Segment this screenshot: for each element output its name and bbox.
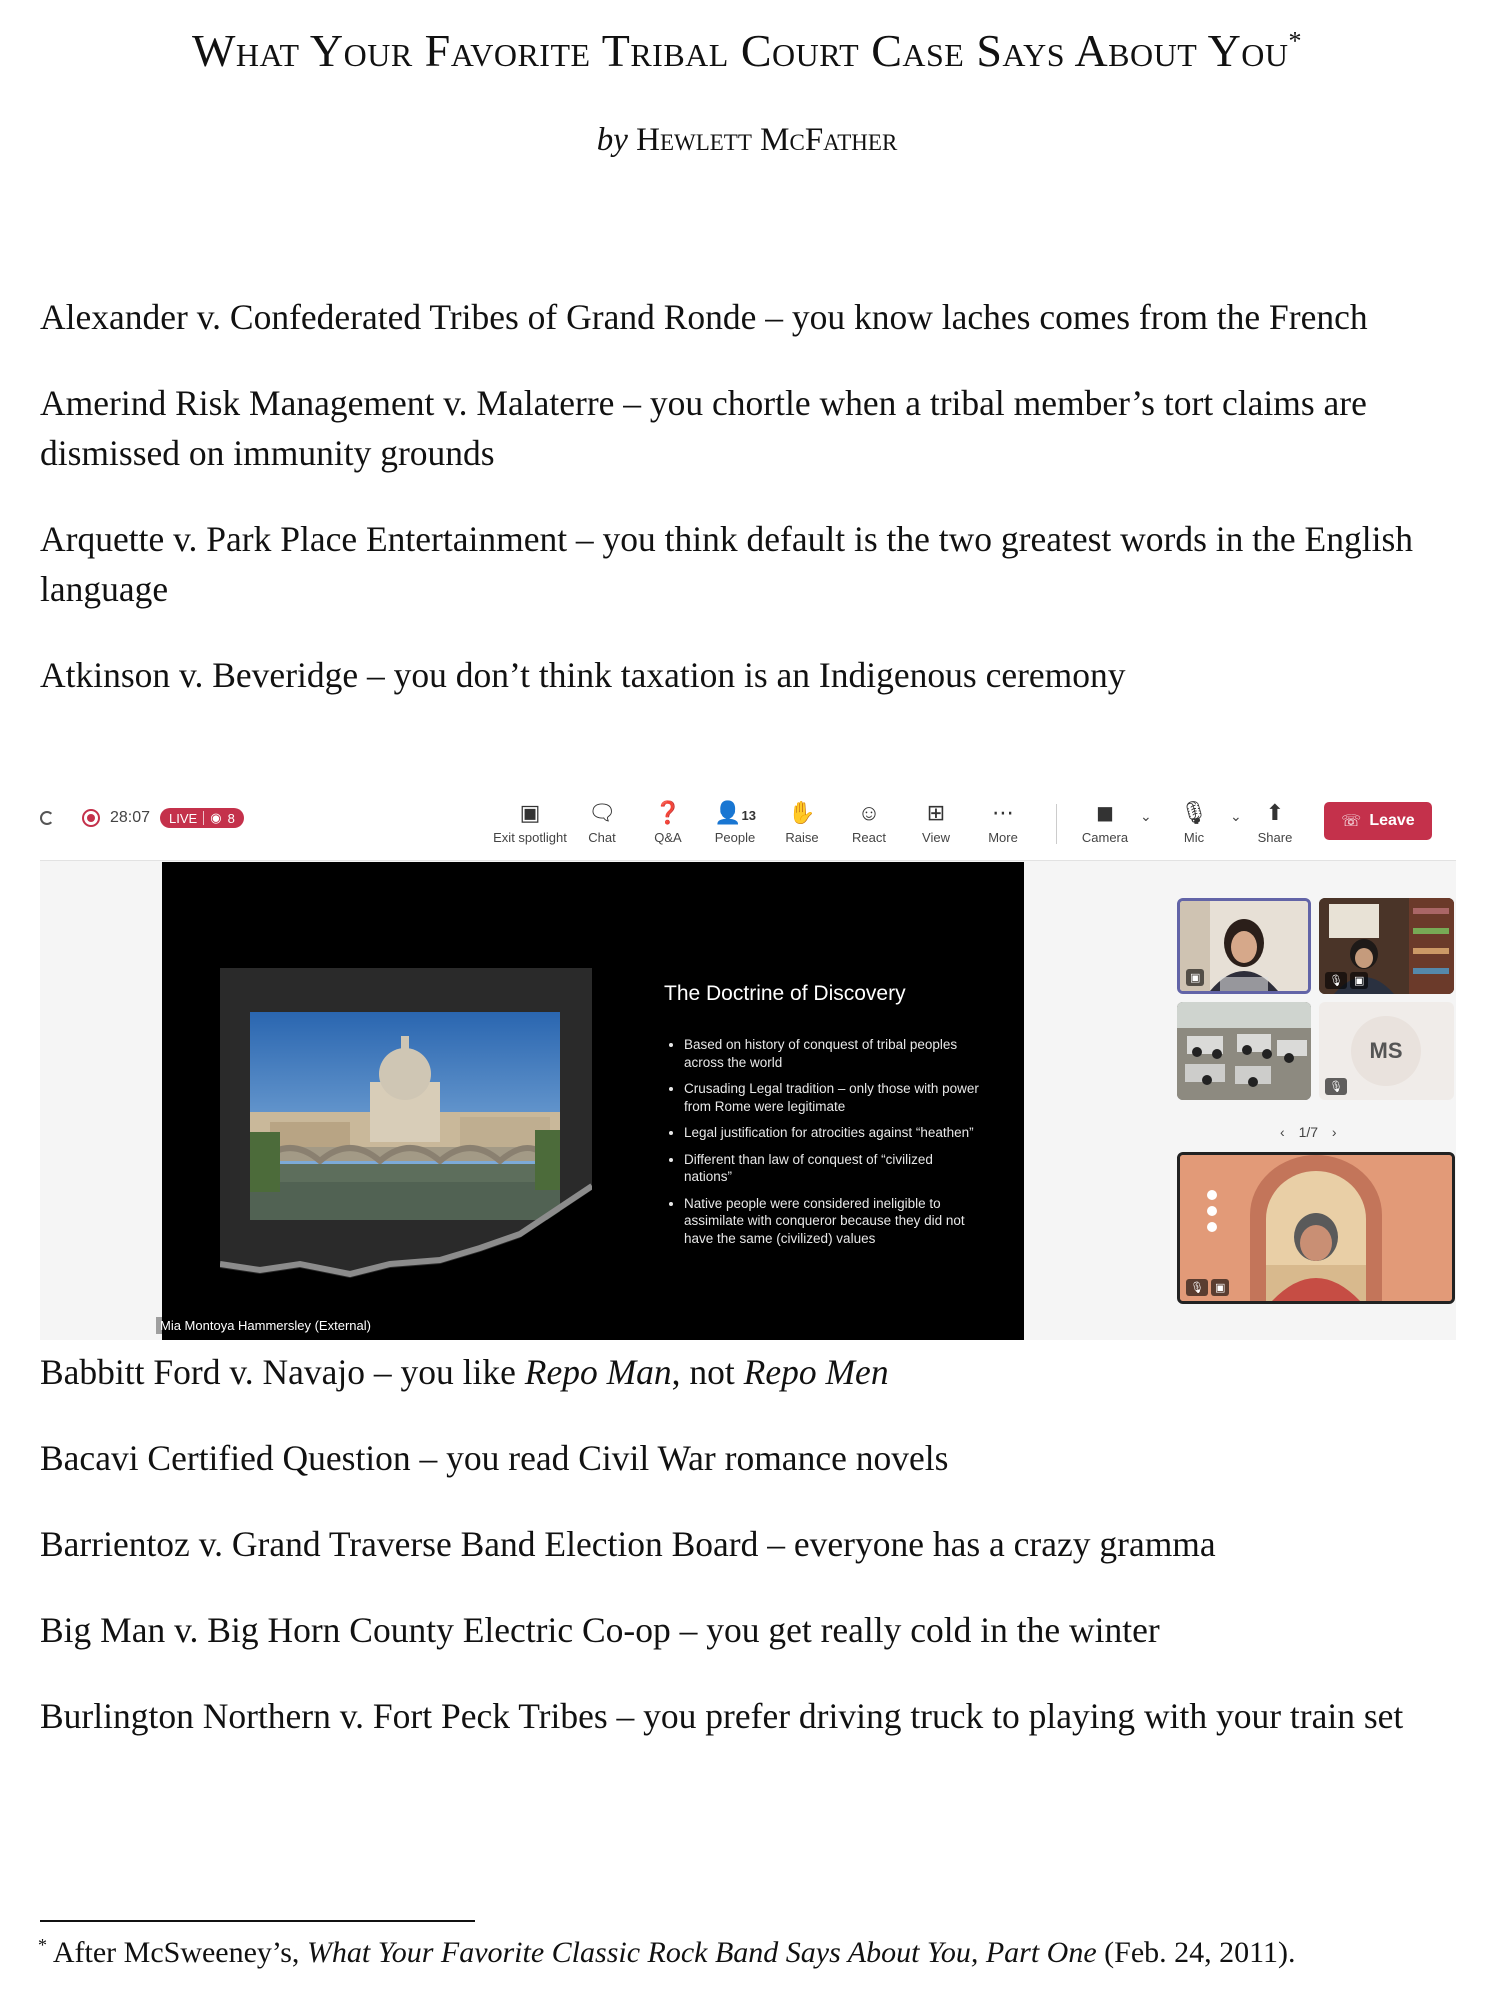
mic-off-icon: 🎙 bbox=[1186, 1279, 1208, 1296]
chevron-right-icon[interactable]: › bbox=[1331, 1124, 1337, 1140]
people-count: 13 bbox=[741, 808, 756, 823]
self-view-tile[interactable] bbox=[1177, 1152, 1455, 1304]
shared-slide bbox=[162, 862, 1024, 1340]
title-text: What Your Favorite Tribal Court Case Says About You bbox=[191, 25, 1289, 76]
loading-icon bbox=[40, 811, 54, 825]
byline bbox=[0, 122, 1494, 159]
chat-label: Chat bbox=[588, 830, 616, 845]
slide-title: The Doctrine of Discovery bbox=[664, 982, 906, 1005]
participant-tile[interactable] bbox=[1177, 1002, 1311, 1100]
camera-label: Camera bbox=[1081, 830, 1129, 845]
slide-bullet: • Native people were considered ineligible to assimilate with conqueror because they did not have the same (civilized) values bbox=[684, 1195, 984, 1248]
screen-share-icon: ▣ bbox=[1186, 969, 1204, 986]
meeting-status bbox=[40, 808, 244, 828]
case-entry: Big Man v. Big Horn County Electric Co-op – you get really cold in the winter bbox=[40, 1610, 1160, 1650]
title-footnote-marker: * bbox=[1288, 26, 1303, 56]
byline-by: by bbox=[596, 122, 628, 158]
tile-status-icons bbox=[1325, 972, 1368, 989]
mic-options-chevron-icon[interactable]: ⌄ bbox=[1230, 808, 1242, 824]
tile-status-icons bbox=[1325, 1078, 1347, 1095]
people-button[interactable] bbox=[700, 796, 770, 845]
slide-bullet: • Different than law of conquest of “civilized nations” bbox=[684, 1151, 984, 1186]
tile-status-icons bbox=[1186, 1279, 1229, 1296]
leave-label: Leave bbox=[1369, 812, 1415, 829]
phone-hangup-icon: ☏ bbox=[1341, 813, 1362, 830]
entry-text: , not bbox=[671, 1352, 744, 1392]
footnote-date: (Feb. 24, 2011). bbox=[1096, 1936, 1296, 1969]
react-button[interactable] bbox=[834, 796, 904, 845]
qa-button[interactable] bbox=[633, 796, 703, 845]
footnote bbox=[38, 1935, 1296, 1970]
entry-text: Babbitt Ford v. Navajo – you like bbox=[40, 1352, 525, 1392]
ellipsis-icon: ⋯ bbox=[992, 800, 1014, 825]
view-button[interactable] bbox=[901, 796, 971, 845]
share-label: Share bbox=[1257, 830, 1293, 845]
torn-edge-decoration bbox=[220, 968, 592, 1290]
exit-spotlight-button[interactable] bbox=[488, 796, 572, 845]
participant-tile[interactable] bbox=[1319, 898, 1454, 994]
case-entry: Atkinson v. Beveridge – you don’t think taxation is an Indigenous ceremony bbox=[40, 655, 1126, 695]
avatar: MS bbox=[1351, 1016, 1421, 1086]
screen-share-icon: ▣ bbox=[1211, 1279, 1229, 1296]
tile-pager bbox=[1280, 1124, 1337, 1140]
more-label: More bbox=[988, 830, 1018, 845]
share-button[interactable] bbox=[1240, 796, 1310, 845]
tile-status-icons bbox=[1186, 969, 1204, 986]
participant-tile[interactable] bbox=[1319, 1002, 1454, 1100]
camera-icon: ◼ bbox=[1095, 800, 1115, 825]
chat-button[interactable] bbox=[567, 796, 637, 845]
grid-icon: ⊞ bbox=[926, 800, 946, 825]
film-title: Repo Man bbox=[524, 1352, 672, 1392]
case-entry: Bacavi Certified Question – you read Civil War romance novels bbox=[40, 1438, 949, 1478]
mic-button[interactable] bbox=[1159, 796, 1229, 845]
participant-tile[interactable] bbox=[1177, 898, 1311, 994]
chat-icon: 🗨 bbox=[588, 800, 616, 825]
footnote-marker: * bbox=[38, 1935, 47, 1955]
smiley-icon: ☺ bbox=[857, 800, 881, 825]
mic-off-icon: 🎙 bbox=[1180, 800, 1208, 825]
case-list-bottom bbox=[40, 1347, 1460, 1777]
case-entry bbox=[40, 1347, 1460, 1397]
meeting-screenshot bbox=[40, 790, 1456, 1340]
live-label: LIVE bbox=[169, 810, 198, 826]
slide-bullets bbox=[666, 1036, 984, 1256]
people-icon: 👤13 bbox=[714, 800, 756, 825]
case-entry: Amerind Risk Management v. Malaterre – you chortle when a tribal member’s tort claims are dismissed on immunity grounds bbox=[40, 383, 1367, 473]
presenter-name: Mia Montoya Hammersley (External) bbox=[156, 1317, 375, 1334]
article-title bbox=[0, 24, 1494, 77]
chevron-left-icon[interactable]: ‹ bbox=[1280, 1124, 1285, 1140]
case-entry: Arquette v. Park Place Entertainment – you think default is the two greatest words in the English language bbox=[40, 519, 1414, 609]
viewer-count: 8 bbox=[227, 810, 235, 826]
leave-button[interactable] bbox=[1324, 802, 1432, 840]
footnote-rule bbox=[40, 1920, 475, 1922]
case-list-top bbox=[40, 292, 1460, 736]
slide-bullet: • Crusading Legal tradition – only those with power from Rome were legitimate bbox=[684, 1080, 984, 1115]
slide-bullet: • Legal justification for atrocities against “heathen” bbox=[684, 1124, 984, 1142]
live-badge[interactable] bbox=[160, 808, 244, 828]
people-label: People bbox=[714, 830, 756, 845]
meeting-timer: 28:07 bbox=[110, 809, 151, 826]
page-indicator: 1/7 bbox=[1298, 1124, 1319, 1140]
film-title: Repo Men bbox=[743, 1352, 889, 1392]
case-entry: Alexander v. Confederated Tribes of Grand Ronde – you know laches comes from the French bbox=[40, 297, 1368, 337]
qa-label: Q&A bbox=[654, 830, 682, 845]
mic-label: Mic bbox=[1183, 830, 1205, 845]
meeting-stage bbox=[40, 862, 1456, 1340]
recording-icon bbox=[82, 809, 100, 827]
screen-share-icon: ▣ bbox=[1350, 972, 1368, 989]
camera-button[interactable] bbox=[1070, 796, 1140, 845]
raise-hand-button[interactable] bbox=[767, 796, 837, 845]
slide-image-frame bbox=[220, 968, 592, 1290]
camera-options-chevron-icon[interactable]: ⌄ bbox=[1140, 808, 1152, 824]
share-icon: ⬆ bbox=[1265, 800, 1285, 825]
footnote-title: What Your Favorite Classic Rock Band Says About You, Part One bbox=[306, 1936, 1097, 1969]
eye-icon: ◉ bbox=[210, 810, 222, 825]
hand-icon: ✋ bbox=[788, 800, 816, 825]
react-label: React bbox=[852, 830, 886, 845]
slide-bullet: • Based on history of conquest of tribal peoples across the world bbox=[684, 1036, 984, 1071]
mic-off-icon: 🎙 bbox=[1325, 1078, 1347, 1095]
spotlight-off-icon: ▣ bbox=[519, 800, 541, 825]
footnote-text: After McSweeney’s, bbox=[47, 1936, 307, 1969]
view-label: View bbox=[922, 830, 950, 845]
mic-off-icon: 🎙 bbox=[1325, 972, 1347, 989]
qa-icon: ❓ bbox=[654, 800, 682, 825]
raise-label: Raise bbox=[785, 830, 819, 845]
toolbar-divider bbox=[1056, 804, 1057, 844]
case-entry: Barrientoz v. Grand Traverse Band Election Board – everyone has a crazy gramma bbox=[40, 1524, 1216, 1564]
case-entry: Burlington Northern v. Fort Peck Tribes – you prefer driving truck to playing with your train set bbox=[40, 1696, 1404, 1736]
meeting-toolbar bbox=[40, 790, 1456, 861]
exit-spotlight-label: Exit spotlight bbox=[493, 830, 567, 845]
participant-video bbox=[1177, 1002, 1311, 1100]
byline-author: Hewlett McFather bbox=[636, 122, 898, 158]
more-button[interactable] bbox=[968, 796, 1038, 845]
badge-divider bbox=[203, 811, 204, 825]
